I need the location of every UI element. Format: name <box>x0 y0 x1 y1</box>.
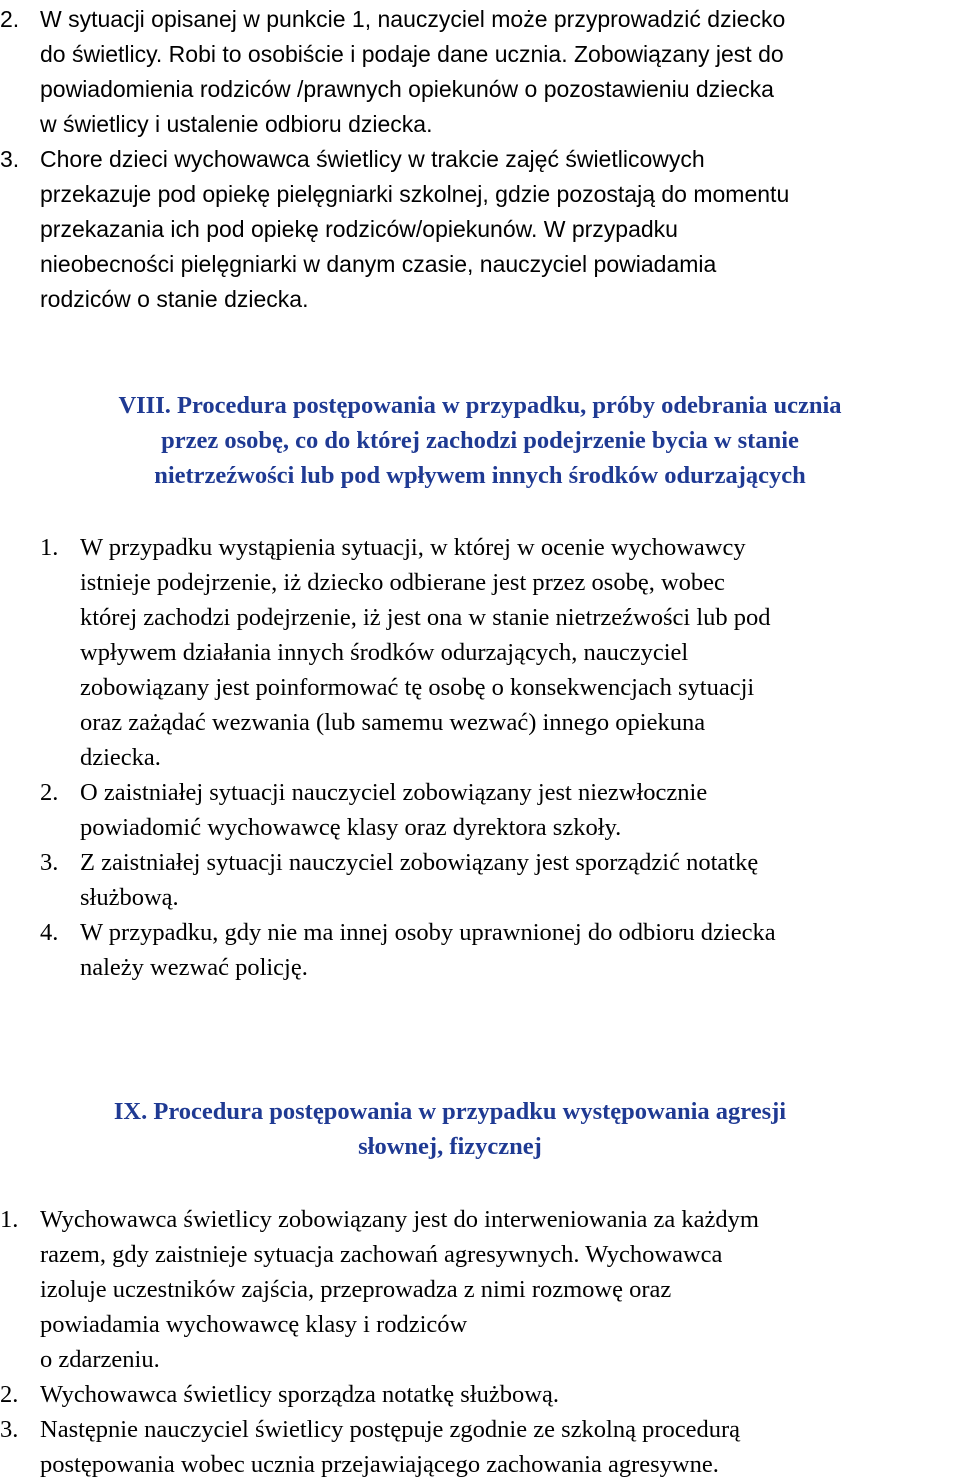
item-number: 2. <box>0 6 20 32</box>
heading-line: przez osobę, co do której zachodzi podejrzenie bycia w stanie <box>161 427 799 454</box>
item-line: wpływem działania innych środków odurzających, nauczyciel <box>80 639 689 666</box>
list-item <box>40 530 960 775</box>
item-line: rodziców o stanie dziecka. <box>40 286 309 312</box>
item-line: Z zaistniałej sytuacji nauczyciel zobowiązany jest sporządzić notatkę <box>80 849 759 876</box>
item-line: istnieje podejrzenie, iż dziecko odbierane jest przez osobę, wobec <box>80 569 725 596</box>
list-item <box>40 775 960 845</box>
section-viii-list <box>40 530 960 985</box>
item-number: 3. <box>0 1416 19 1443</box>
heading-line: VIII. Procedura postępowania w przypadku, próby odebrania ucznia <box>118 392 842 419</box>
item-line: W przypadku, gdy nie ma innej osoby uprawnionej do odbioru dziecka <box>80 919 776 946</box>
item-line: O zaistniałej sytuacji nauczyciel zobowiązany jest niezwłocznie <box>80 779 708 806</box>
item-line: nieobecności pielęgniarki w danym czasie, nauczyciel powiadamia <box>40 251 717 277</box>
item-line: należy wezwać policję. <box>80 954 308 981</box>
item-line: której zachodzi podejrzenie, iż jest ona w stanie nietrzeźwości lub pod <box>80 604 771 631</box>
item-line: oraz zażądać wezwania (lub samemu wezwać) innego opiekuna <box>80 709 706 736</box>
item-line: do świetlicy. Robi to osobiście i podaje dane ucznia. Zobowiązany jest do <box>40 41 784 67</box>
item-line: powiadamia wychowawcę klasy i rodziców <box>40 1311 468 1338</box>
item-line: razem, gdy zaistnieje sytuacja zachowań agresywnych. Wychowawca <box>40 1241 723 1268</box>
item-line: postępowania wobec ucznia przejawiającego zachowania agresywne. <box>40 1451 719 1478</box>
item-number: 2. <box>0 1381 19 1408</box>
list-item <box>0 2 960 142</box>
item-line: przekazuje pod opiekę pielęgniarki szkolnej, gdzie pozostają do momentu <box>40 181 790 207</box>
heading-line: nietrzeźwości lub pod wpływem innych środków odurzających <box>154 462 806 489</box>
item-line: przekazania ich pod opiekę rodziców/opiekunów. W przypadku <box>40 216 678 242</box>
heading-line: IX. Procedura postępowania w przypadku występowania agresji <box>113 1098 787 1125</box>
item-line: Następnie nauczyciel świetlicy postępuje zgodnie ze szkolną procedurą <box>40 1416 741 1443</box>
item-line: zobowiązany jest poinformować tę osobę o konsekwencjach sytuacji <box>80 674 755 701</box>
list-item <box>40 845 960 915</box>
list-item <box>0 1377 960 1412</box>
item-line: izoluje uczestników zajścia, przeprowadza z nimi rozmowę oraz <box>40 1276 672 1303</box>
item-line: Chore dzieci wychowawca świetlicy w trakcie zajęć świetlicowych <box>40 146 705 172</box>
item-number: 3. <box>0 146 20 172</box>
item-number: 4. <box>40 919 59 946</box>
item-line: w świetlicy i ustalenie odbioru dziecka. <box>40 111 433 137</box>
item-line: służbową. <box>80 884 179 911</box>
item-line: Wychowawca świetlicy zobowiązany jest do interweniowania za każdym <box>40 1206 759 1233</box>
item-line: dziecka. <box>80 744 161 771</box>
item-line: powiadomienia rodziców /prawnych opiekunów o pozostawieniu dziecka <box>40 76 774 102</box>
section-vii-list <box>0 2 960 317</box>
item-number: 1. <box>0 1206 19 1233</box>
item-number: 2. <box>40 779 59 806</box>
item-line: W sytuacji opisanej w punkcie 1, nauczyciel może przyprowadzić dziecko <box>40 6 786 32</box>
section-viii-heading <box>0 388 960 493</box>
list-item <box>40 915 960 985</box>
item-line: powiadomić wychowawcę klasy oraz dyrektora szkoły. <box>80 814 622 841</box>
item-line: Wychowawca świetlicy sporządza notatkę służbową. <box>40 1381 559 1408</box>
list-item <box>0 1412 960 1482</box>
item-line: W przypadku wystąpienia sytuacji, w której w ocenie wychowawcy <box>80 534 746 561</box>
section-ix-heading <box>0 1094 900 1164</box>
list-item <box>0 1202 960 1377</box>
list-item <box>0 142 960 317</box>
item-number: 1. <box>40 534 59 561</box>
section-ix-list <box>0 1202 960 1482</box>
item-line: o zdarzeniu. <box>40 1346 160 1373</box>
heading-line: słownej, fizycznej <box>358 1133 542 1160</box>
item-number: 3. <box>40 849 59 876</box>
